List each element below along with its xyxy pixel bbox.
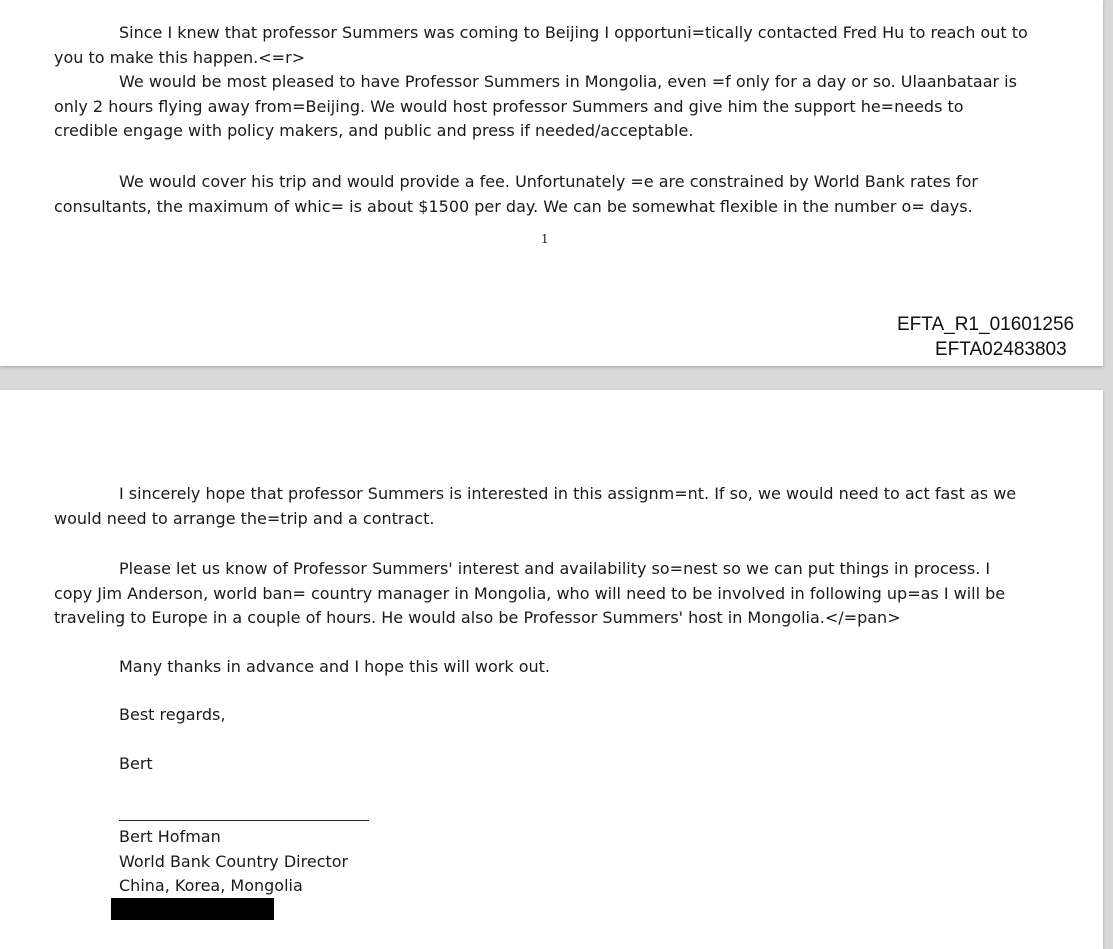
sign-name: Bert [119, 754, 153, 773]
signature-rule [119, 820, 369, 821]
bates-number-primary: EFTA_R1_01601256 [897, 314, 1075, 335]
document-page-2 [0, 390, 1103, 949]
signature-title: World Bank Country Director [119, 851, 349, 871]
p1-para2-line3: credible engage with policy makers, and public and press if needed/acceptable. [54, 121, 694, 140]
signature-region: China, Korea, Mongolia [119, 876, 303, 895]
redaction-bar [111, 898, 274, 920]
p1-para2-line1: We would be most pleased to have Professor Summers in Mongolia, even =f only for a day or so. Ulaanbataar is [119, 72, 1017, 91]
p2-para1-line2: would need to arrange the=trip and a contract. [54, 508, 435, 528]
p1-para1-line2: you to make this happen.<=r> [54, 47, 306, 67]
document-page-1 [0, 0, 1103, 366]
p1-para3-line2: consultants, the maximum of whic= is about $1500 per day. We can be somewhat flexible in the number o= days. [54, 196, 973, 216]
p1-para2-line2: only 2 hours flying away from=Beijing. We would host professor Summers and give him the support he=needs to [54, 96, 964, 116]
closing-line: Best regards, [119, 705, 226, 724]
p2-para2-line3: traveling to Europe in a couple of hours. He would also be Professor Summers' host in Mongolia.</=pan> [54, 608, 901, 627]
p2-para2-line2: copy Jim Anderson, world ban= country manager in Mongolia, who will need to be involved in following up=as I will be [54, 583, 1006, 603]
thanks-line: Many thanks in advance and I hope this will work out. [119, 657, 551, 676]
p1-para3-line1: We would cover his trip and would provide a fee. Unfortunately =e are constrained by World Bank rates for [119, 172, 978, 191]
p2-para1-line1: I sincerely hope that professor Summers is interested in this assignm=nt. If so, we would need to act fast as we [119, 484, 1017, 503]
bates-number-secondary: EFTA02483803 [935, 339, 1067, 360]
signature-name: Bert Hofman [119, 827, 221, 846]
page-number: 1 [541, 232, 549, 246]
p2-para2-line1: Please let us know of Professor Summers' interest and availability so=nest so we can put things in process. I [119, 559, 991, 578]
p1-para1-line1: Since I knew that professor Summers was coming to Beijing I opportuni=tically contacted Fred Hu to reach out to [119, 23, 1028, 42]
